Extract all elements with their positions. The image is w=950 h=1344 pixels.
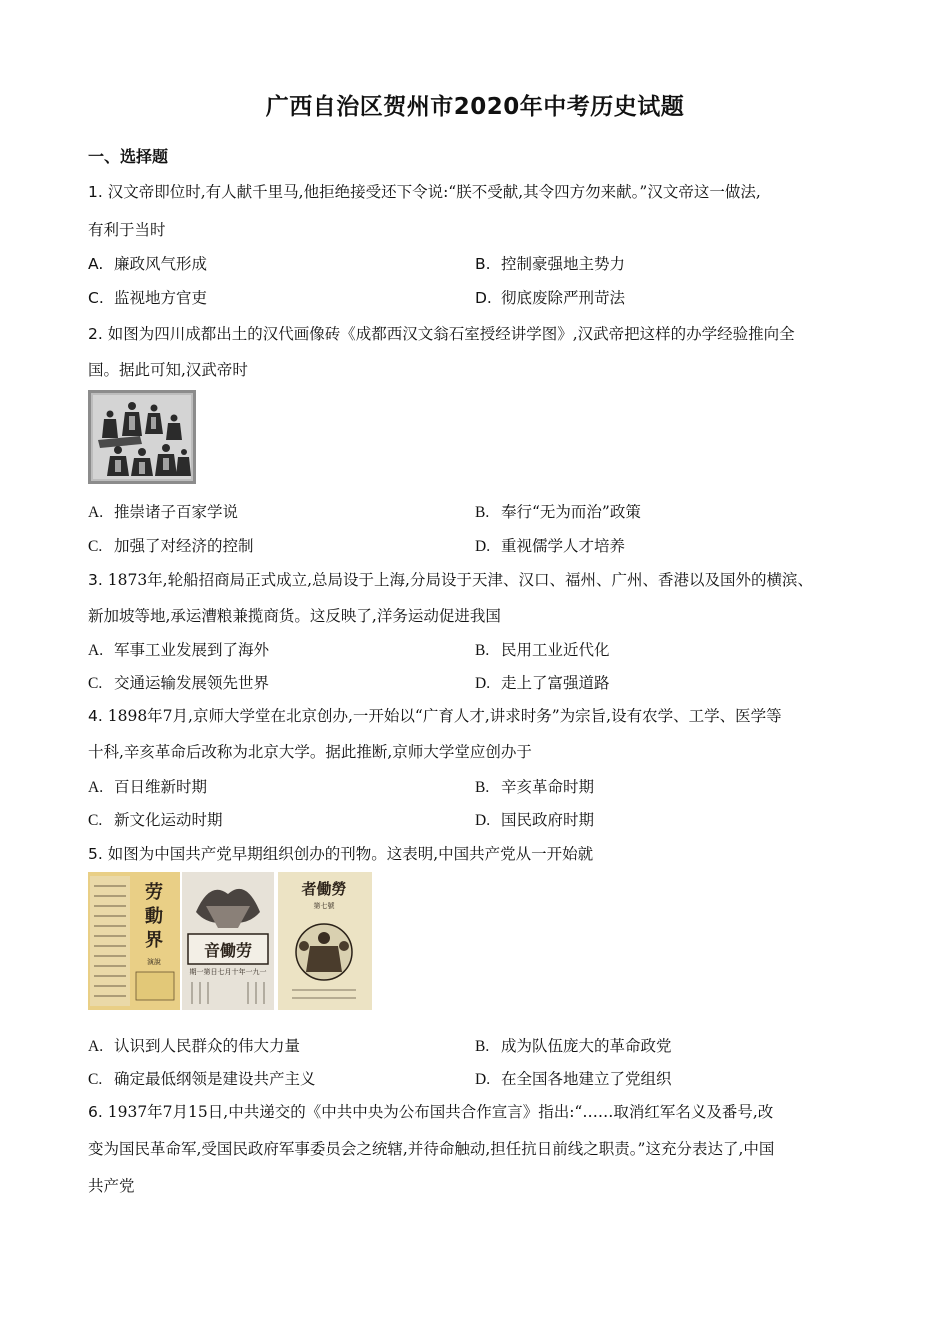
q1-option-a[interactable]: A. 廉政风气形成: [88, 255, 208, 273]
question-3-line-1: 3. 1873年,轮船招商局正式成立,总局设于上海,分局设于天津、汉口、福州、广州、香港以及国外的横滨、: [88, 571, 813, 589]
question-2-line-1: 2. 如图为四川成都出土的汉代画像砖《成都西汉文翁石室授经讲学图》,汉武帝把这样的办学经验推向全: [88, 325, 795, 343]
publication-1-title-char-2: 動: [145, 906, 163, 927]
q3-option-b[interactable]: B. 民用工业近代化: [475, 641, 610, 659]
q2-option-c[interactable]: C. 加强了对经济的控制: [88, 537, 254, 555]
publication-2-title: 音働劳: [203, 941, 253, 960]
question-4-line-1: 4. 1898年7月,京师大学堂在北京创办,一开始以“广育人才,讲求时务”为宗旨,设有农学、工学、医学等: [88, 707, 782, 725]
q5-option-c[interactable]: C. 确定最低纲领是建设共产主义: [88, 1070, 316, 1088]
q5-option-b[interactable]: B. 成为队伍庞大的革命政党: [475, 1037, 672, 1055]
publication-2-subtitle: 期一第日七月十年一九一: [189, 968, 267, 976]
early-party-publications-image: [88, 872, 372, 1010]
question-5-line-1: 5. 如图为中国共产党早期组织创办的刊物。这表明,中国共产党从一开始就: [88, 845, 594, 863]
question-1-line-1: 1. 汉文帝即位时,有人献千里马,他拒绝接受还下令说:“朕不受献,其令四方勿来献。”汉文帝这一做法,: [88, 183, 761, 201]
q4-option-b[interactable]: B. 辛亥革命时期: [475, 778, 595, 796]
question-1-line-2: 有利于当时: [88, 221, 166, 239]
q2-option-b[interactable]: B. 奉行“无为而治”政策: [475, 503, 641, 521]
question-6-line-3: 共产党: [88, 1177, 135, 1195]
q1-option-c[interactable]: C. 监视地方官吏: [88, 289, 208, 307]
publication-3-title: 者働勞: [301, 880, 347, 898]
publication-1-title-char-3: 界: [145, 930, 163, 951]
q3-option-d[interactable]: D. 走上了富强道路: [475, 674, 610, 692]
question-2-line-2: 国。据此可知,汉武帝时: [88, 361, 248, 379]
q2-option-a[interactable]: A. 推崇诸子百家学说: [88, 503, 239, 521]
q4-option-d[interactable]: D. 国民政府时期: [475, 811, 595, 829]
q5-option-a[interactable]: A. 认识到人民群众的伟大力量: [88, 1037, 301, 1055]
publication-1-subtitle: 演說: [147, 958, 161, 966]
question-3-line-2: 新加坡等地,承运漕粮兼揽商货。这反映了,洋务运动促进我国: [88, 607, 501, 625]
q5-option-d[interactable]: D. 在全国各地建立了党组织: [475, 1070, 672, 1088]
q4-option-c[interactable]: C. 新文化运动时期: [88, 811, 223, 829]
question-6-line-1: 6. 1937年7月15日,中共递交的《中共中央为公布国共合作宣言》指出:“……取消红军名义及番号,改: [88, 1103, 774, 1121]
publication-1-title-char-1: 劳: [145, 882, 163, 903]
question-4-line-2: 十科,辛亥革命后改称为北京大学。据此推断,京师大学堂应创办于: [88, 743, 532, 761]
section-heading: 一、选择题: [88, 147, 169, 166]
q4-option-a[interactable]: A. 百日维新时期: [88, 778, 208, 796]
q3-option-c[interactable]: C. 交通运输发展领先世界: [88, 674, 270, 692]
q2-option-d[interactable]: D. 重视儒学人才培养: [475, 537, 626, 555]
page-title: 广西自治区贺州市2020年中考历史试题: [265, 94, 685, 120]
publication-3-subtitle: 第七號: [313, 902, 335, 910]
q1-option-b[interactable]: B. 控制豪强地主势力: [475, 255, 626, 273]
han-brick-relief-image: [88, 390, 196, 484]
q1-option-d[interactable]: D. 彻底废除严刑苛法: [475, 289, 626, 307]
q3-option-a[interactable]: A. 军事工业发展到了海外: [88, 641, 270, 659]
question-6-line-2: 变为国民革命军,受国民政府军事委员会之统辖,并待命触动,担任抗日前线之职责。”这充分表达了,中国: [88, 1140, 775, 1158]
